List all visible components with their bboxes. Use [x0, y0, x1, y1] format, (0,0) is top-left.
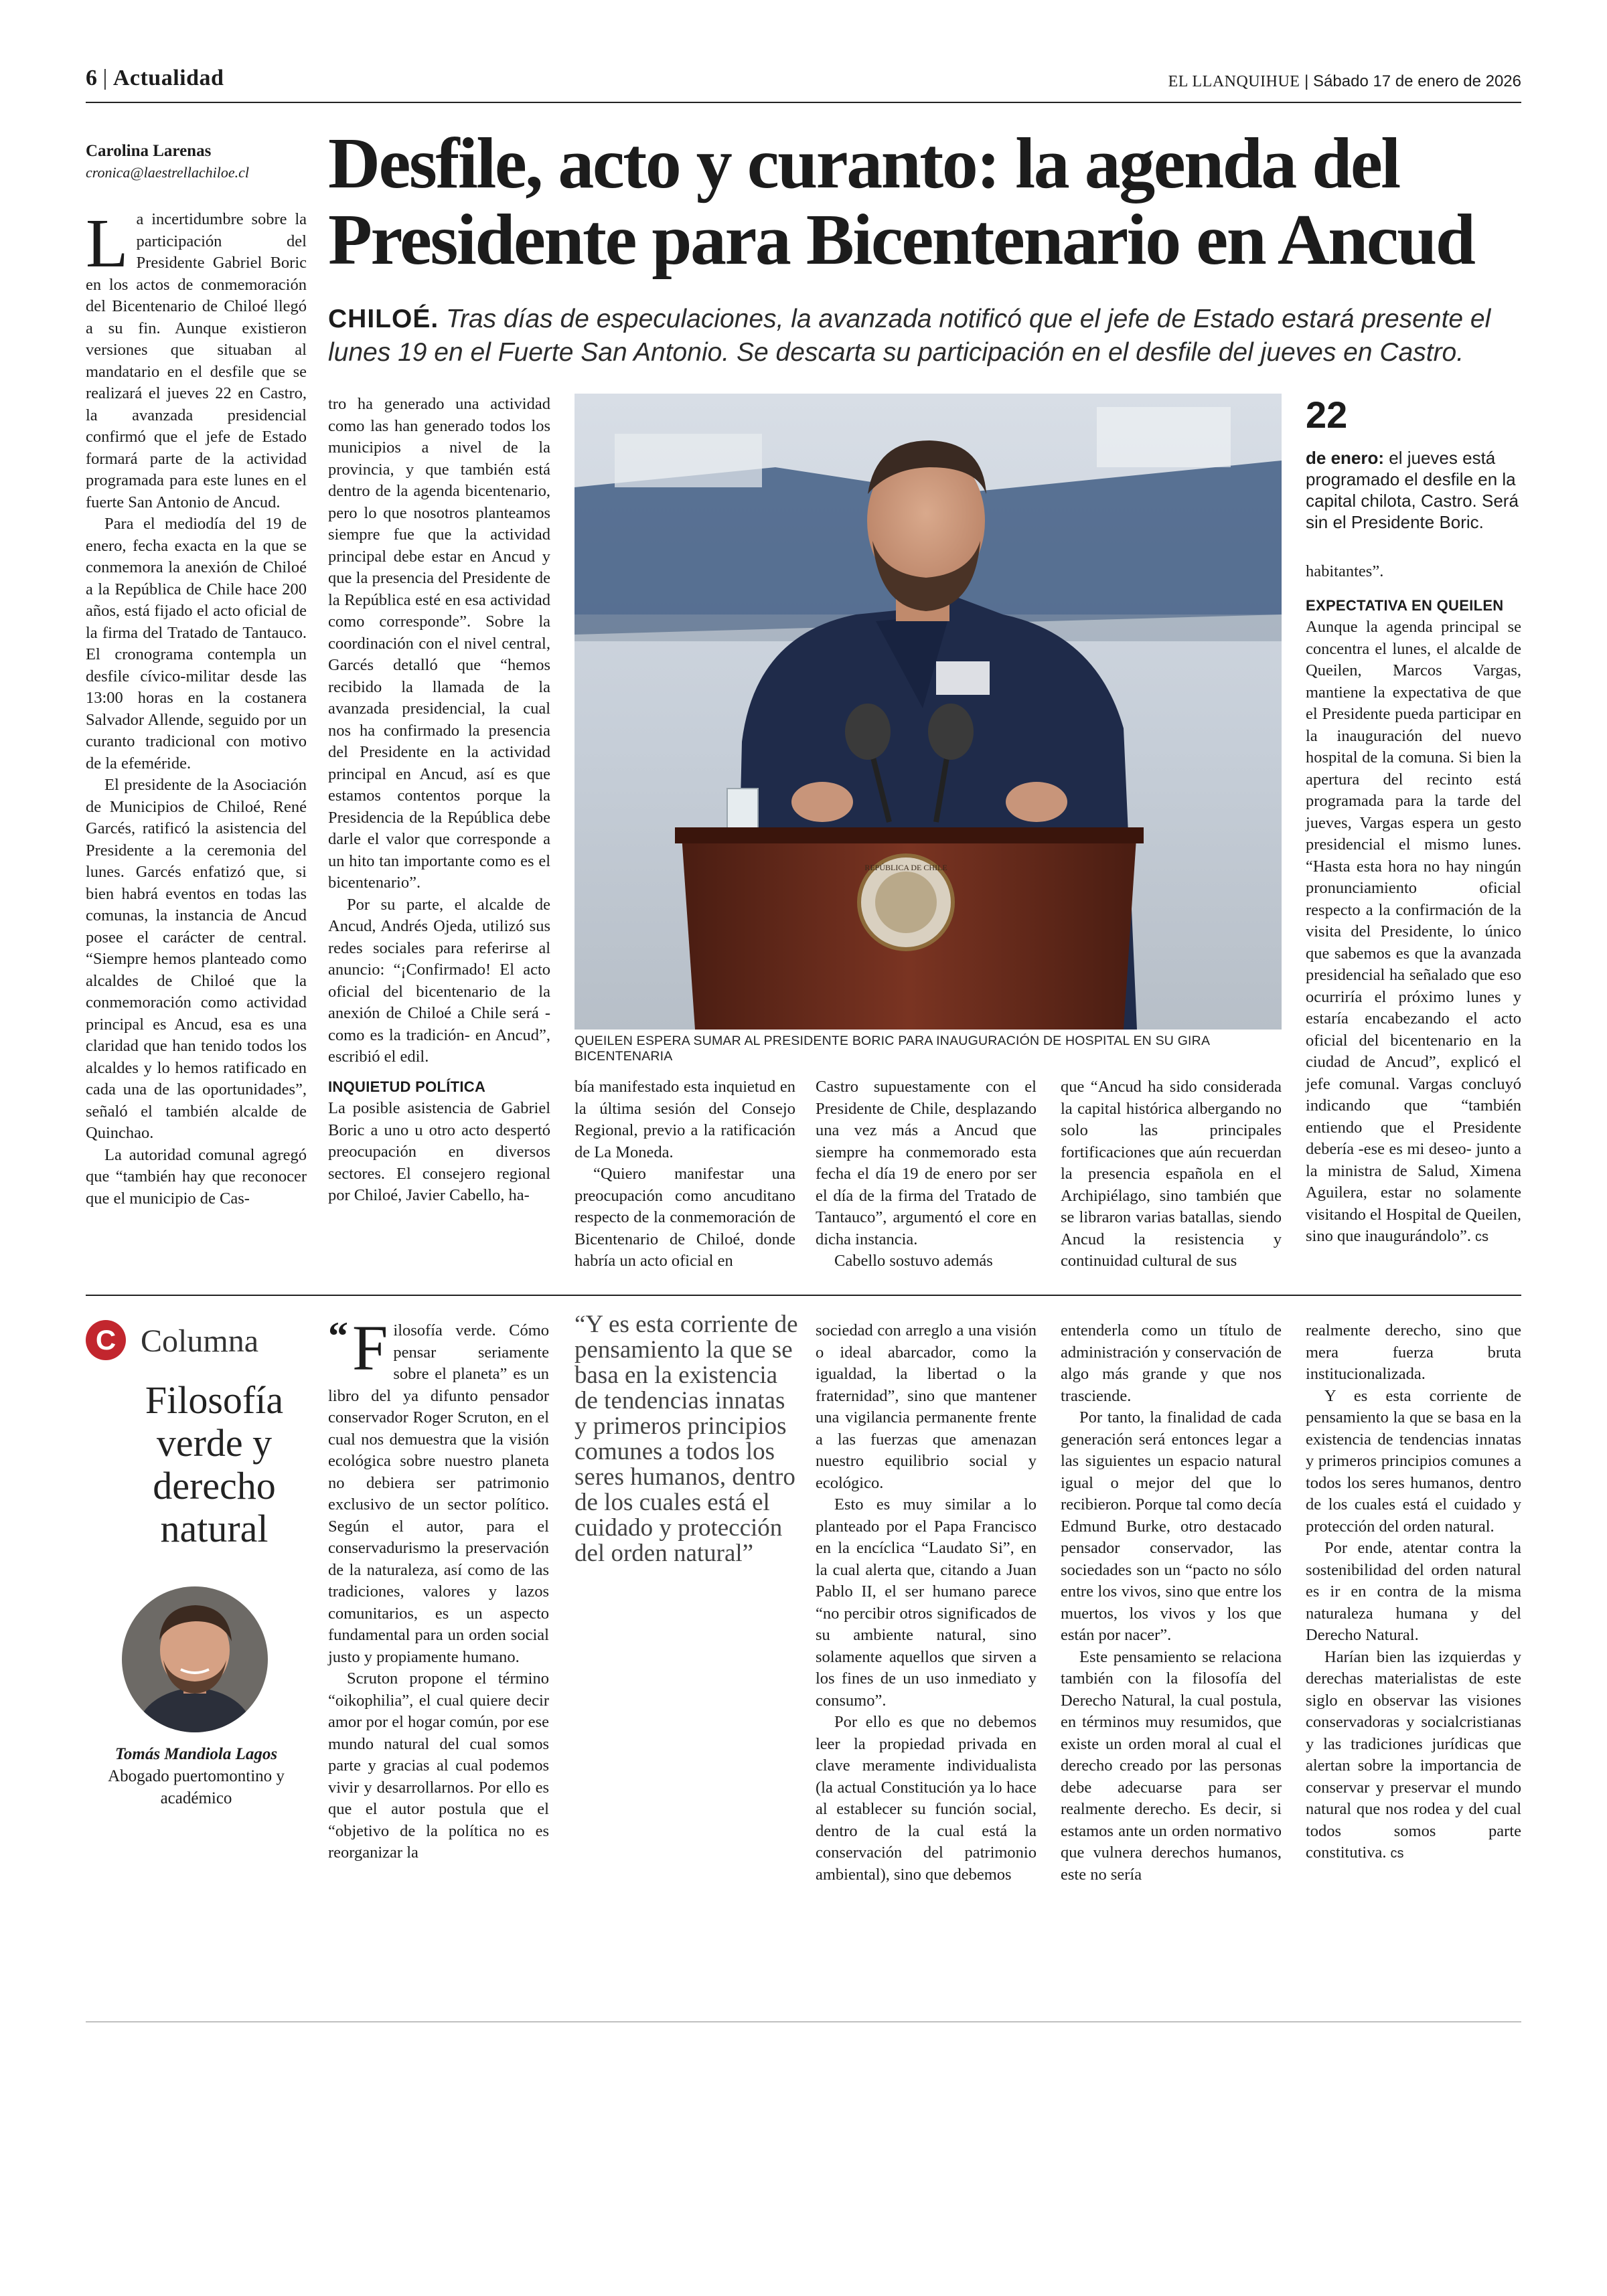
subhead-inquietud: INQUIETUD POLÍTICA	[328, 1078, 486, 1095]
masthead: EL LLANQUIHUE | Sábado 17 de enero de 2026	[1168, 72, 1521, 90]
lead-kicker: CHILOÉ.	[328, 305, 439, 333]
end-mark-icon: cs	[1475, 1230, 1488, 1244]
column-paragraph: Scruton propone el término “oikophilia”, el cual quiere decir amor por el hogar común, por ese mundo natural del cual somos parte y gracias al cual podemos vivir y desarrollarnos. Por ello es que el autor postula que el “objetivo de la política no es reorganizar la	[328, 1669, 549, 1862]
article-column-5	[1061, 1076, 1282, 1273]
column-paragraph: Harían bien las izquierdas y derechas materialistas de este siglo en observar las visiones conservadoras y socialcristianas y las tradiciones jurídicas que alertan sobre la importancia de conservar y preservar el mundo natural que nos rodea y del cual todos somos parte constitutiva. cs	[1306, 1647, 1521, 1862]
author-name: Carolina Larenas	[86, 142, 212, 160]
article-paragraph: bía manifestado esta inquietud en la última sesión del Consejo Regional, previo a la ratificación de La Moneda.	[575, 1078, 795, 1161]
column-text-5	[1306, 1320, 1521, 1865]
article-paragraph: El presidente de la Asociación de Municipios de Chiloé, René Garcés, ratificó la asistencia del Presidente a la ceremonia del lunes. Garcés enfatizó que, si bien habrá eventos en todas las comunas, la instancia de Ancud posee el carácter de central. “Siempre hemos planteado como alcaldes de Chiloé que la conmemoración como actividad principal es Ancud, esa es una claridad que han tenido todos los alcaldes y lo hemos ratificado en cada una de las oportunidades”, señaló el también alcalde de Quinchao.	[86, 776, 307, 1142]
article-photo	[575, 394, 1282, 1030]
page-folio	[86, 66, 224, 91]
fact-label: de enero:	[1306, 448, 1385, 468]
photo-caption: QUEILEN ESPERA SUMAR AL PRESIDENTE BORIC PARA INAUGURACIÓN DE HOSPITAL EN SU GIRA BICENTENARIA	[575, 1034, 1210, 1064]
article-paragraph: La incertidumbre sobre la participación del Presidente Gabriel Boric en los actos de conmemoración del Bicentenario de Chiloé llegó a su fin. Aunque existieron versiones que situaban al mandatario en el desfile que se realizará el jueves 22 en Castro, la avanzada presidencial confirmó que el jefe de Estado formará parte de la actividad programada para este lunes en el fuerte San Antonio de Ancud.	[86, 205, 307, 511]
fact-box	[1306, 447, 1520, 533]
end-mark-icon: cs	[1390, 1846, 1404, 1861]
columnist-info	[86, 1743, 307, 1809]
columnist-photo	[122, 1586, 268, 1732]
columnist-name: Tomás Mandiola Lagos	[114, 1745, 278, 1763]
president-at-podium-image	[575, 394, 1282, 1030]
folio-separator: |	[102, 66, 108, 90]
author-email[interactable]: cronica@laestrellachiloe.cl	[86, 164, 250, 181]
columnist-role: Abogado puertomontino y académico	[108, 1767, 285, 1807]
fact-text: el jueves está programado el desfile en la capital chilota, Castro. Será sin el Presidente Boric.	[1306, 448, 1519, 532]
column-paragraph: Y es esta corriente de pensamiento la que se basa en la existencia de tendencias innatas y primeros principios comunes a todos los seres humanos, dentro de los cuales está el cuidado y protección del orden natural.	[1306, 1386, 1521, 1536]
article-headline: Desfile, acto y curanto: la agenda del Presidente para Bicentenario en Ancud	[328, 124, 1474, 280]
column-text-1	[328, 1312, 549, 1864]
column-paragraph: Por tanto, la finalidad de cada generación será entonces legar a las siguientes un espacio natural igual o mejor del que lo recibieron. Porque tal como decía Edmund Burke, otro destacado pensador conservador, las sociedades son un “pacto no sólo entre los vivos, sino que entre los muertos, los vivos y los que están por nacer”.	[1061, 1408, 1282, 1644]
article-lead	[328, 303, 1527, 370]
article-column-1	[86, 205, 307, 1210]
column-dropcap: F	[352, 1312, 388, 1384]
columnist-portrait	[122, 1586, 268, 1732]
article-paragraph: Castro supuestamente con el Presidente de Chile, desplazando una vez más a Ancud que siempre ha conmemorado esta fecha el día 19 de enero por ser el día de la firma del Tratado de Tantauco”, argumentó el core en dicha instancia.	[816, 1078, 1037, 1248]
column-paragraph: entenderla como un título de administración y conservación de algo más grande y que nos trasciende.	[1061, 1321, 1282, 1405]
column-paragraph: Esto es muy similar a lo planteado por el Papa Francisco en la encíclica “Laudato Si”, en la cual alerta que, citando a Juan Pablo II, el ser humano parece “no percibir otros significados de su ambiente natural, sino solamente aquellos que sirven a los fines de un uso inmediato y consumo”.	[816, 1495, 1037, 1710]
lead-text: Tras días de especulaciones, la avanzada notificó que el jefe de Estado estará presente el lunes 19 en el Fuerte San Antonio. Se descarta su participación en el desfile del jueves en Castro.	[328, 305, 1491, 367]
section-divider	[86, 1295, 1521, 1296]
article-paragraph: Para el mediodía del 19 de enero, fecha exacta en la que se conmemora la anexión de Chiloé a la República de Chile hace 200 años, está fijado el acto oficial de la firma del Tratado de Tantauco. El cronograma contempla un desfile cívico-militar desde las 13:00 horas en la costanera Salvador Allende, seguido por un curanto tradicional con motivo de la efeméride.	[86, 515, 307, 772]
column-text-4	[1061, 1320, 1282, 1886]
newspaper-name: EL LLANQUIHUE	[1168, 73, 1300, 90]
article-paragraph: que “Ancud ha sido considerada la capital histórica albergando no solo las principales fortificaciones que aún recuerdan la presencia española en el Archipiélago, sino también que se libraron varias batallas, siendo Ancud la resistencia y continuidad cultural de sus	[1061, 1078, 1282, 1270]
article-column-3	[575, 1076, 795, 1273]
article-paragraph: La autoridad comunal agregó que “también hay que reconocer que el municipio de Cas-	[86, 1145, 307, 1208]
article-column-4	[816, 1076, 1037, 1273]
article-paragraph: Por su parte, el alcalde de Ancud, Andrés Ojeda, utilizó sus redes sociales para referirse al anuncio: “¡Confirmado! El acto oficial del bicentenario de la anexión de Chiloé a Chile será -como es la tradición- en Ancud”, escribió el edil.	[328, 895, 550, 1066]
issue-date: Sábado 17 de enero de 2026	[1313, 72, 1521, 90]
column-paragraph: realmente derecho, sino que mera fuerza bruta institucionalizada.	[1306, 1321, 1521, 1383]
article-paragraph: tro ha generado una actividad como las han generado todos los municipios a nivel de la provincia, y que también está dentro de la agenda bicentenario, pero lo que nosotros planteamos siempre fue que la actividad principal debe estar en Ancud y que la presencia del Presidente de la República esté en esa actividad como corresponde”. Sobre la coordinación con el nivel central, Garcés detalló que “hemos recibido la llamada de la avanzada presidencial, la cual nos ha confirmado la presencia del Presidente en la actividad principal en Ancud, así es que estamos contentos porque la Presidencia de la República debe darle el valor que corresponde a un hito tan importante como es el bicentenario”.	[328, 395, 550, 892]
fact-number: 22	[1306, 394, 1348, 436]
header-rule	[86, 102, 1521, 103]
column-paragraph: Por ello es que no debemos leer la propiedad privada en clave meramente individualista (la actual Constitución ya lo hace al establecer su función social, dentro de la cual está la conservación del patrimonio ambiental), sino que debemos	[816, 1713, 1037, 1884]
article-dropcap: L	[86, 205, 129, 282]
column-paragraph: “ F ilosofía verde. Cómo pensar seriamente sobre el planeta” es un libro del ya difunto pensador conservador Roger Scruton, en el cual nos demuestra que la visión ecológica sobre nuestro planeta no debiera ser patrimonio exclusivo de un sector político. Según el autor, para el conservadurismo la preservación de la naturaleza, así como de las tradiciones, valores y lazos comunitarios, es un aspecto fundamental para un orden social justo y propiamente humano.	[328, 1312, 549, 1666]
article-paragraph: habitantes”.	[1306, 562, 1384, 580]
podium-seal-text: REPÚBLICA DE CHILE	[864, 863, 947, 872]
article-column-2	[328, 394, 550, 1207]
section-name: Actualidad	[112, 66, 224, 90]
article-column-6	[1306, 561, 1521, 1248]
subhead-expectativa: EXPECTATIVA EN QUEILEN	[1306, 596, 1504, 614]
column-text-3	[816, 1320, 1037, 1886]
column-paragraph: Este pensamiento se relaciona también con la filosofía del Derecho Natural, la cual postula, en términos muy resumidos, que existe un orden moral al cual el derecho creado por las personas debe adecuarse para ser realmente derecho. Es decir, si estamos ante un orden normativo que vulnera derechos humanos, este no sería	[1061, 1647, 1282, 1884]
pull-quote: “Y es esta corriente de pensamiento la que se basa en la existencia de tendencias innatas y primeros principios comunes a todos los seres humanos, dentro de los cuales está el cuidado y protección del orden natural”	[575, 1311, 798, 1567]
opening-quote-mark: “	[328, 1314, 348, 1358]
article-byline	[86, 141, 307, 183]
column-title: Filosofía verde y derecho natural	[145, 1378, 284, 1550]
column-paragraph: Por ende, atentar contra la sostenibilidad del orden natural es ir en contra de la misma naturaleza humana y del Derecho Natural.	[1306, 1539, 1521, 1644]
column-logo-icon: C	[86, 1320, 126, 1360]
column-label: Columna	[141, 1323, 258, 1359]
article-paragraph: Cabello sostuvo además	[834, 1252, 993, 1270]
page-number: 6	[86, 66, 98, 90]
article-paragraph: Aunque la agenda principal se concentra el lunes, el alcalde de Queilen, Marcos Vargas, mantiene la expectativa de que el Presidente pueda participar en la inauguración del nuevo hospital de la comuna. Si bien la apertura del recinto está programada para la tarde del jueves, Vargas espera un gesto presidencial el mismo lunes. “Hasta esta hora no hay ningún pronunciamiento oficial respecto a la confirmación de la visita del Presidente, lo único que sabemos es que la avanzada presidencial ha señalado que eso ocurriría el próximo lunes y estaría encabezando el acto oficial del bicentenario en la ciudad de Ancud”, explicó el jefe comunal. Vargas concluyó indicando que “también entiendo que el Presidente debería -ese es mi deseo- junto a la ministra de Salud, Ximena Aguilera, estar no solamente visitando el Hospital de Queilen, sino que inaugurándolo”. cs	[1306, 618, 1521, 1245]
column-paragraph: sociedad con arreglo a una visión o ideal abarcador, como la igualdad, la libertad o la fraternidad”, sino que mantener una vigilancia permanente frente a las fuerzas que amenazan nuestro equilibrio social y ecológico.	[816, 1321, 1037, 1492]
article-paragraph: La posible asistencia de Gabriel Boric a uno u otro acto despertó preocupación en diversos sectores. El consejero regional por Chiloé, Javier Cabello, ha-	[328, 1099, 550, 1204]
article-paragraph: “Quiero manifestar una preocupación como ancuditano respecto de la conmemoración de Bicentenario de Chiloé, donde habría un acto oficial en	[575, 1165, 795, 1270]
